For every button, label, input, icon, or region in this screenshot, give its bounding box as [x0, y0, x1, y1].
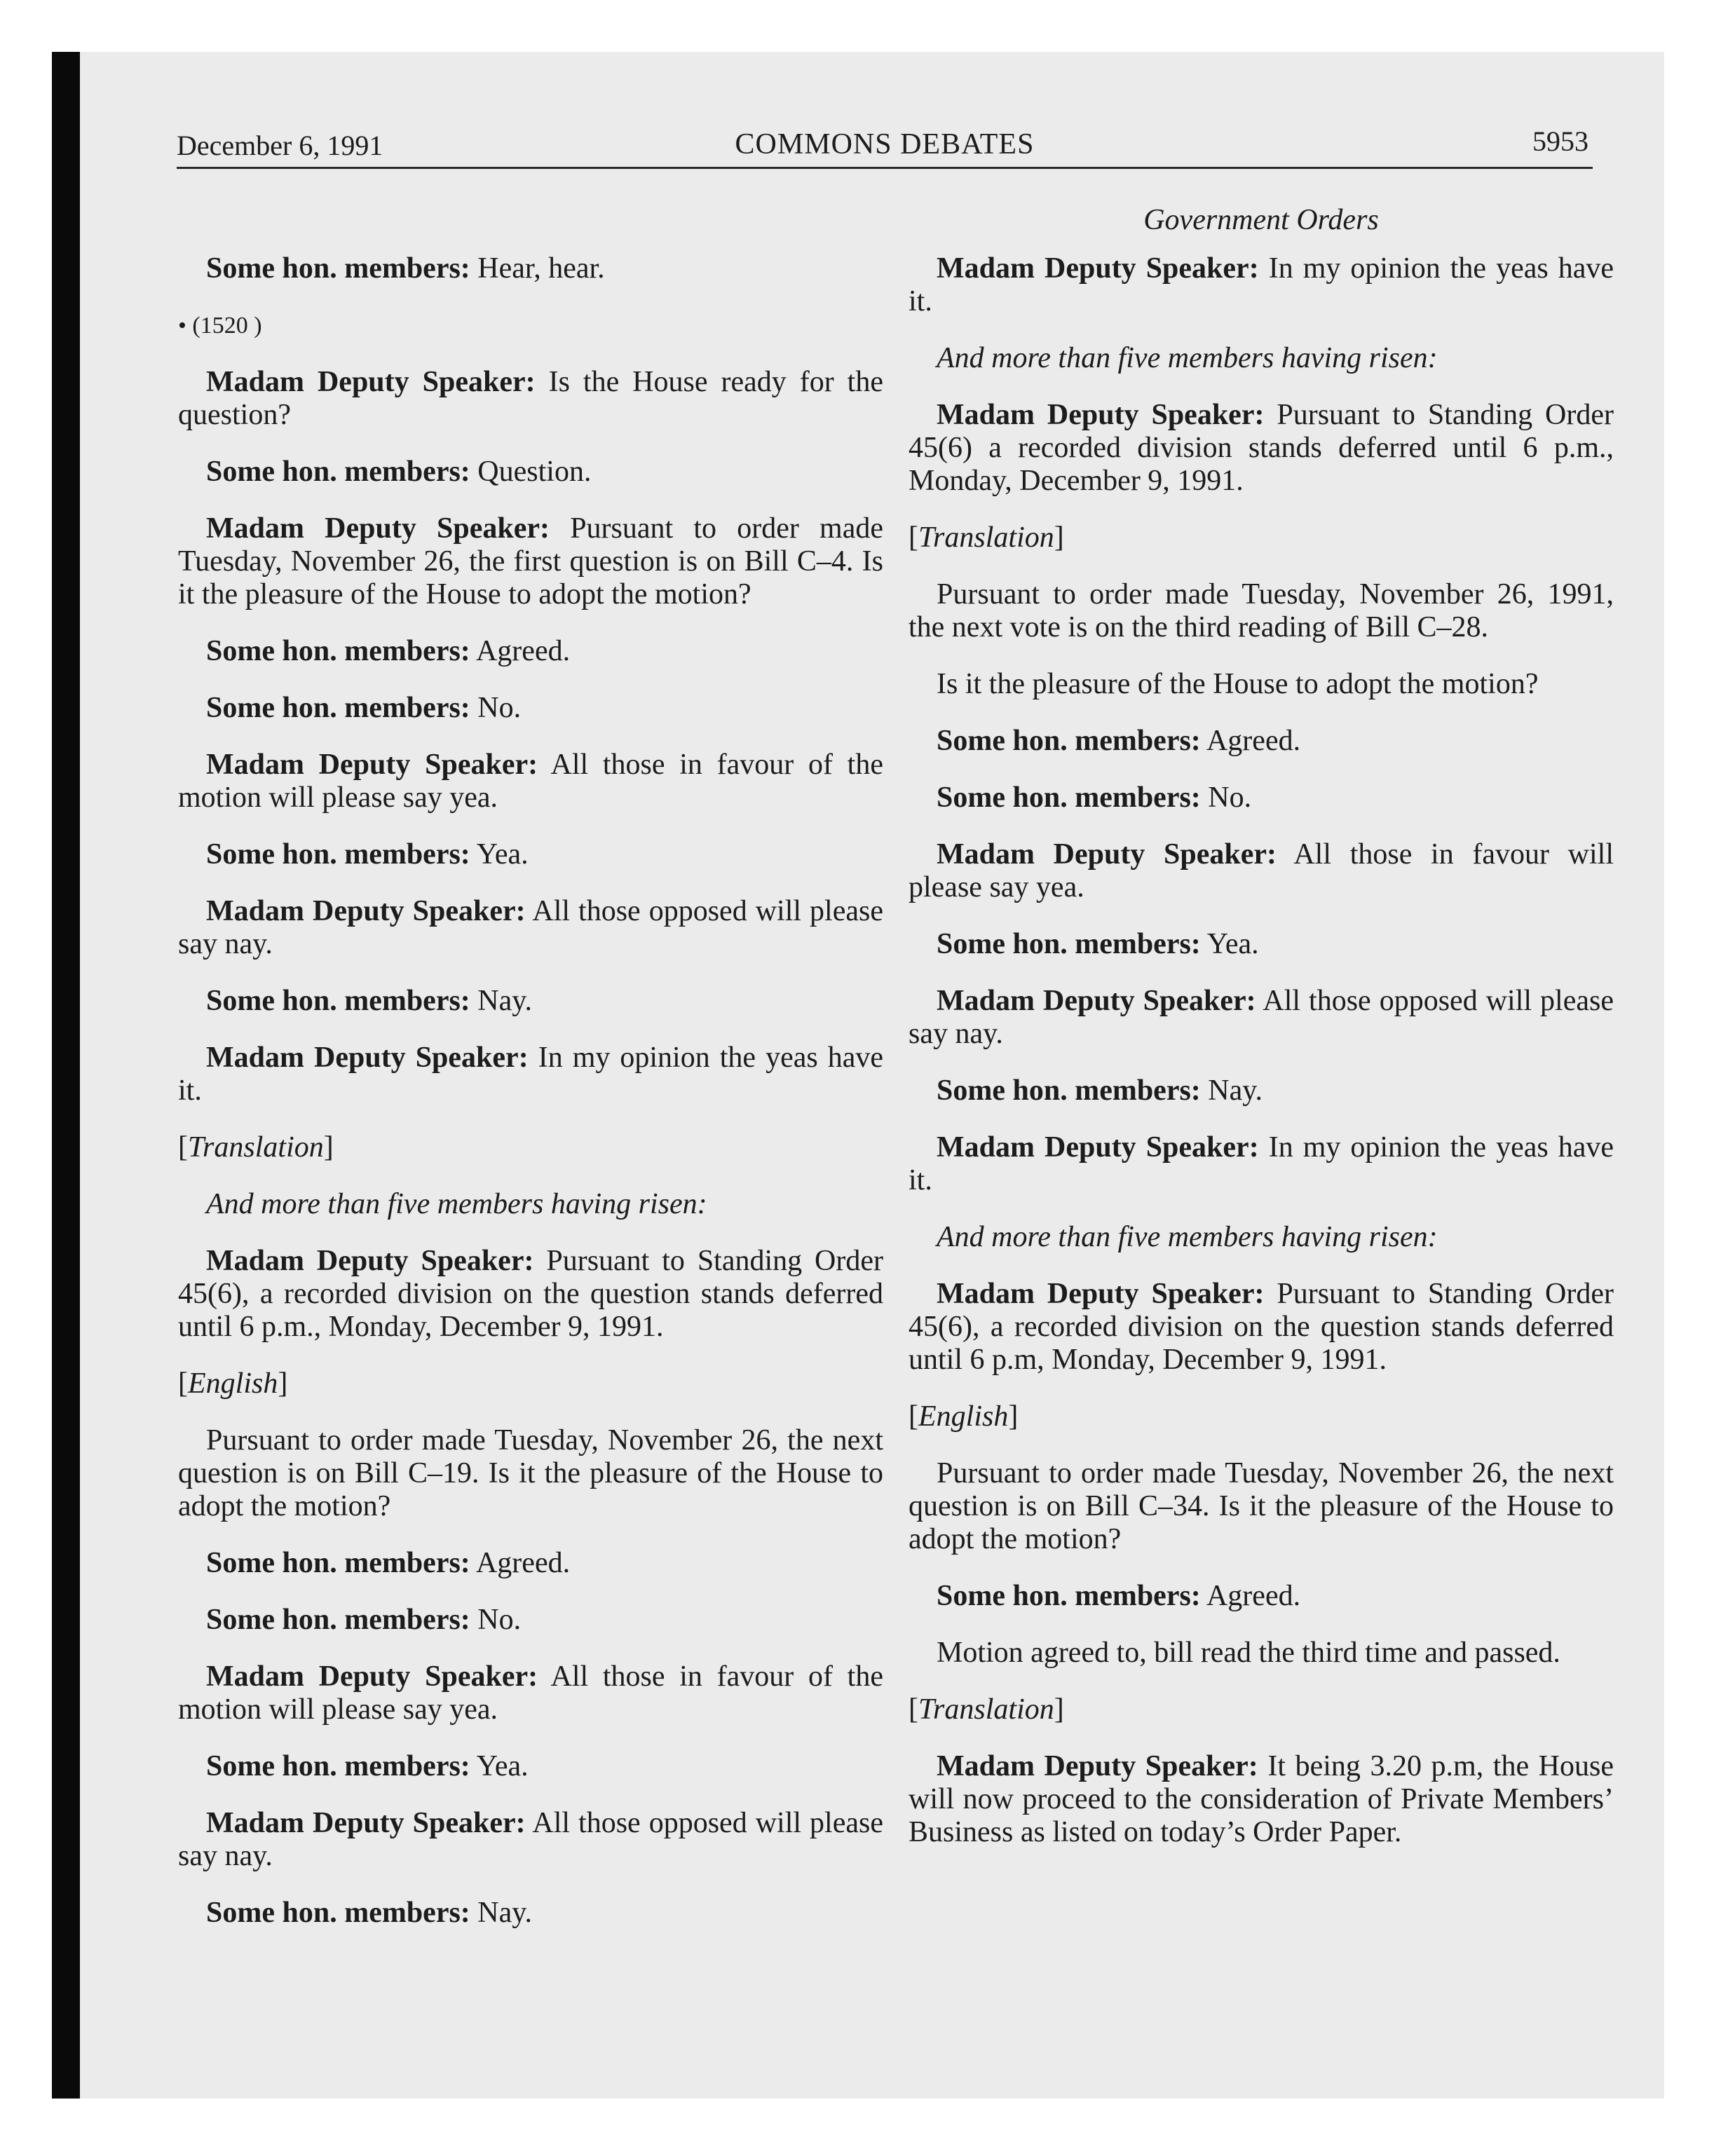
speaker: Some hon. members:	[937, 1580, 1201, 1612]
speaker: Some hon. members:	[206, 1750, 470, 1782]
speech: Question.	[470, 456, 592, 488]
paragraph	[909, 1074, 1614, 1107]
language-name: English	[918, 1400, 1009, 1433]
speech: No.	[470, 1604, 522, 1636]
paragraph	[909, 782, 1614, 814]
bracket-open: [	[909, 521, 918, 554]
speech: Pursuant to order made Tuesday, November 26, the first question is on Bill C–4. Is it the pleasure of the House to adopt the motion?	[178, 512, 883, 610]
speech: Yea.	[1200, 928, 1259, 960]
speaker: Madam Deputy Speaker:	[206, 366, 536, 398]
speech: It being 3.20 p.m, the House will now proceed to the consideration of Private Members’ Business as listed on today’s Order Paper.	[909, 1750, 1614, 1848]
bracket-close: ]	[1054, 521, 1064, 554]
bracket-open: [	[909, 1400, 918, 1433]
paragraph	[909, 985, 1614, 1051]
speech: No.	[1200, 782, 1252, 814]
language-name: English	[188, 1367, 278, 1400]
speech: Yea.	[470, 1750, 529, 1782]
speaker: Madam Deputy Speaker:	[937, 252, 1259, 285]
paragraph	[909, 399, 1614, 498]
bracket-close: ]	[323, 1131, 334, 1164]
stage-direction: And more than five members having risen:	[937, 1221, 1438, 1253]
speech: Pursuant to Standing Order 45(6) a recorded division stands deferred until 6 p.m., Monday, December 9, 1991.	[909, 399, 1614, 497]
section-heading: Government Orders	[1143, 204, 1379, 236]
language-marker	[909, 521, 1614, 554]
language-name: Translation	[188, 1131, 324, 1164]
binding-edge	[52, 52, 80, 2099]
speech: Pursuant to Standing Order 45(6), a recorded division on the question stands deferred until 6 p.m, Monday, December 9, 1991.	[909, 1278, 1614, 1376]
stage-direction: And more than five members having risen:	[206, 1188, 707, 1220]
speaker: Some hon. members:	[937, 725, 1201, 757]
paragraph	[909, 725, 1614, 758]
paragraph: Motion agreed to, bill read the third time and passed.	[937, 1637, 1560, 1669]
paragraph: Pursuant to order made Tuesday, November 26, the next question is on Bill C–34. Is it the pleasure of the House to adopt the motion?	[909, 1457, 1614, 1555]
paragraph	[178, 838, 883, 871]
paragraph: Is it the pleasure of the House to adopt the motion?	[937, 668, 1539, 700]
left-column	[178, 252, 883, 1953]
paragraph	[178, 252, 883, 285]
bracket-close: ]	[1054, 1693, 1064, 1726]
speaker: Some hon. members:	[206, 838, 470, 871]
header-title: COMMONS DEBATES	[735, 128, 1035, 161]
paragraph	[178, 895, 883, 961]
paragraph: Pursuant to order made Tuesday, November 26, the next question is on Bill C–19. Is it the pleasure of the House to adopt the motion?	[178, 1424, 883, 1522]
speech: Agreed.	[1200, 725, 1301, 757]
speaker: Some hon. members:	[937, 928, 1201, 960]
speech: In my opinion the yeas have it.	[178, 1042, 883, 1107]
language-marker	[909, 1400, 1614, 1433]
speech: All those opposed will please say nay.	[178, 1807, 883, 1872]
speaker: Some hon. members:	[206, 1604, 470, 1636]
bracket-open: [	[178, 1367, 188, 1400]
paragraph	[178, 1547, 883, 1580]
language-marker	[909, 1693, 1614, 1726]
speech: All those opposed will please say nay.	[909, 985, 1614, 1050]
language-name: Translation	[918, 521, 1054, 554]
speaker: Madam Deputy Speaker:	[937, 838, 1277, 871]
stage-direction: And more than five members having risen:	[937, 342, 1438, 374]
speech: Agreed.	[470, 635, 571, 667]
header-date: December 6, 1991	[177, 130, 383, 161]
speaker: Madam Deputy Speaker:	[937, 399, 1265, 431]
page-number: 5953	[1532, 125, 1588, 157]
paragraph	[178, 512, 883, 611]
paragraph	[178, 1897, 883, 1930]
speech: In my opinion the yeas have it.	[909, 252, 1614, 318]
paragraph	[178, 1750, 883, 1783]
speech: Agreed.	[470, 1547, 571, 1579]
speech: All those in favour of the motion will please say yea.	[178, 749, 883, 814]
speaker: Some hon. members:	[206, 635, 470, 667]
speech: No.	[470, 692, 522, 724]
paragraph	[178, 692, 883, 725]
paragraph	[178, 749, 883, 814]
speaker: Madam Deputy Speaker:	[206, 512, 550, 545]
speech: Nay.	[1200, 1074, 1263, 1107]
speech: Nay.	[470, 1897, 533, 1929]
speech: All those opposed will please say nay.	[178, 895, 883, 960]
speaker: Madam Deputy Speaker:	[206, 1660, 538, 1693]
speech: Agreed.	[1200, 1580, 1301, 1612]
speaker: Madam Deputy Speaker:	[937, 1750, 1258, 1782]
paragraph	[909, 1580, 1614, 1613]
speaker: Some hon. members:	[206, 1547, 470, 1579]
language-marker	[178, 1367, 883, 1400]
bracket-close: ]	[1008, 1400, 1019, 1433]
speaker: Some hon. members:	[206, 456, 470, 488]
paragraph	[178, 456, 883, 489]
speech: Is the House ready for the question?	[178, 366, 883, 431]
bracket-open: [	[909, 1693, 918, 1726]
paragraph	[909, 838, 1614, 904]
paragraph: Pursuant to order made Tuesday, November 26, 1991, the next vote is on the third reading of Bill C–28.	[909, 578, 1614, 643]
paragraph	[178, 1660, 883, 1726]
speech: Hear, hear.	[470, 252, 605, 285]
page-header	[177, 125, 1593, 169]
time-marker: • (1520 )	[178, 313, 262, 339]
bracket-open: [	[178, 1131, 188, 1164]
paragraph	[909, 1131, 1614, 1197]
language-marker	[178, 1131, 883, 1164]
speaker: Madam Deputy Speaker:	[206, 1042, 529, 1074]
paragraph	[178, 1807, 883, 1873]
speaker: Some hon. members:	[206, 985, 470, 1017]
speaker: Madam Deputy Speaker:	[937, 985, 1256, 1017]
paragraph	[909, 1750, 1614, 1849]
speech: All those in favour of the motion will please say yea.	[178, 1660, 883, 1726]
paragraph	[178, 366, 883, 432]
paragraph	[178, 1245, 883, 1344]
speech: In my opinion the yeas have it.	[909, 1131, 1614, 1196]
bracket-close: ]	[278, 1367, 288, 1400]
speaker: Some hon. members:	[937, 782, 1201, 814]
speech: Nay.	[470, 985, 533, 1017]
language-name: Translation	[918, 1693, 1054, 1726]
paragraph	[909, 1278, 1614, 1377]
speaker: Madam Deputy Speaker:	[206, 749, 538, 781]
speaker: Some hon. members:	[206, 1897, 470, 1929]
speaker: Some hon. members:	[937, 1074, 1201, 1107]
speech: Yea.	[470, 838, 529, 871]
paragraph	[909, 252, 1614, 318]
right-column	[909, 252, 1614, 1873]
speaker: Madam Deputy Speaker:	[937, 1131, 1259, 1164]
paragraph	[909, 928, 1614, 961]
speaker: Madam Deputy Speaker:	[206, 895, 526, 927]
speaker: Madam Deputy Speaker:	[937, 1278, 1265, 1310]
paragraph	[178, 635, 883, 668]
speaker: Some hon. members:	[206, 252, 470, 285]
speech: Pursuant to Standing Order 45(6), a recorded division on the question stands deferred until 6 p.m., Monday, December 9, 1991.	[178, 1245, 883, 1343]
paragraph	[178, 1042, 883, 1107]
speaker: Some hon. members:	[206, 692, 470, 724]
speaker: Madam Deputy Speaker:	[206, 1807, 526, 1839]
speech: All those in favour will please say yea.	[909, 838, 1614, 903]
paragraph	[178, 985, 883, 1018]
paragraph	[178, 1604, 883, 1637]
speaker: Madam Deputy Speaker:	[206, 1245, 534, 1277]
